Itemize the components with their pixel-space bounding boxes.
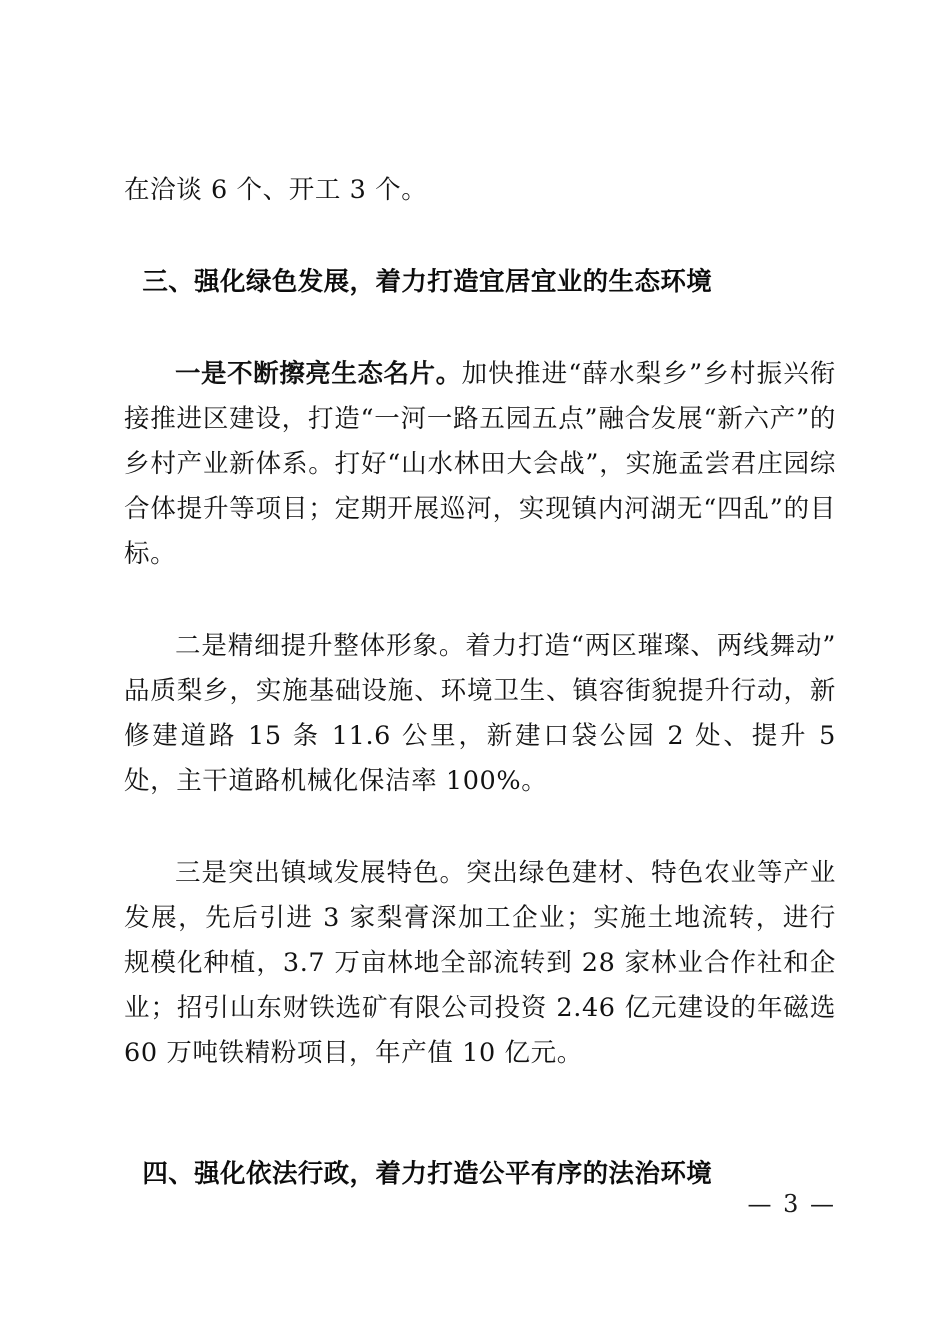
paragraph-item-one-text: 加快推进“薛水梨乡”乡村振兴衔接推进区建设，打造“一河一路五园五点”融合发展“新六产”的乡村产业新体系。打好“山水林田大会战”，实施孟尝君庄园综合体提升等项目；定期开展巡河，实现镇内河湖无“四乱”的目标。 — [124, 359, 836, 569]
spacer — [124, 305, 836, 352]
paragraph-continued: 在洽谈 6 个、开工 3 个。 — [124, 175, 428, 205]
page-number: — 3 — — [747, 1190, 836, 1218]
spacer — [124, 213, 836, 260]
spacer — [124, 804, 836, 851]
section-heading-three: 三、强化绿色发展，着力打造宜居宜业的生态环境 — [142, 267, 713, 297]
paragraph-item-two: 二是精细提升整体形象。着力打造“两区璀璨、两线舞动”品质梨乡，实施基础设施、环境卫生、镇容街貌提升行动，新修建道路 15 条 11.6 公里，新建口袋公园 2 处、提升 5 处，主干道路机械化保洁率 100%。 — [124, 631, 836, 796]
spacer — [124, 1076, 836, 1152]
document-body — [124, 168, 836, 1197]
paragraph-item-one-lead: 一是不断擦亮生态名片。 — [175, 359, 462, 389]
spacer — [124, 577, 836, 624]
paragraph-item-three: 三是突出镇域发展特色。突出绿色建材、特色农业等产业发展，先后引进 3 家梨膏深加工企业；实施土地流转，进行规模化种植，3.7 万亩林地全部流转到 28 家林业合作社和企业；招引山东财铁选矿有限公司投资 2.46 亿元建设的年磁选 60 万吨铁精粉项目，年产值 10 亿元。 — [124, 858, 836, 1068]
paragraph-item-one — [124, 352, 836, 577]
section-heading-four: 四、强化依法行政，着力打造公平有序的法治环境 — [142, 1159, 713, 1189]
